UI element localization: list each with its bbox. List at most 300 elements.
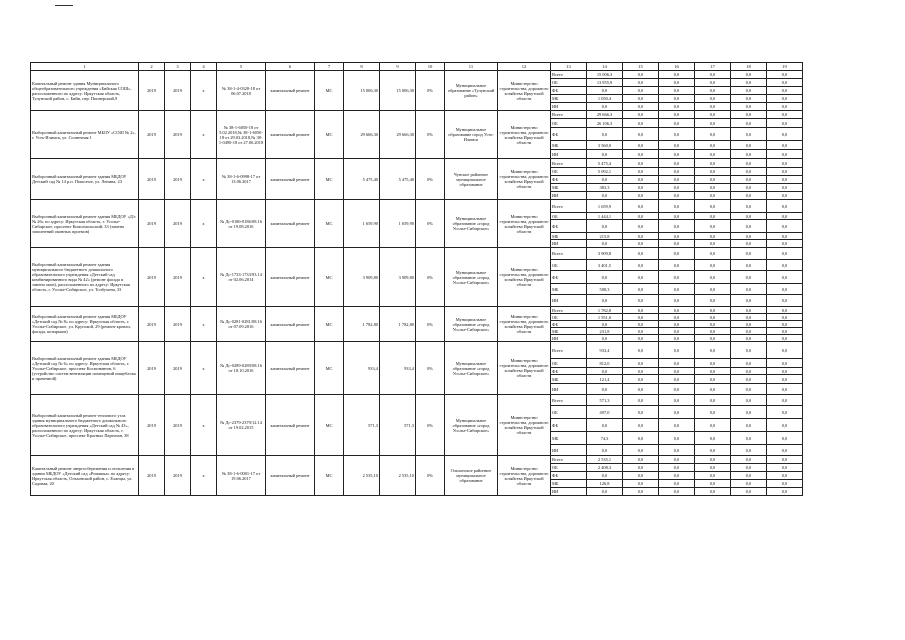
- amount-cell: 0,0: [695, 95, 731, 103]
- column-number: 5: [217, 63, 266, 71]
- ministry: Министерство строительства, дорожного хозяйства Иркутской области: [498, 200, 551, 248]
- amount-cell: 0,0: [695, 472, 731, 480]
- amount-cell: 0,0: [659, 111, 695, 119]
- amount-cell: 0,0: [623, 284, 659, 295]
- fund-source-label: МБ: [551, 233, 587, 240]
- column-number-row: [31, 63, 803, 71]
- amount-cell: 0,0: [767, 240, 803, 248]
- amount-cell: 0,0: [623, 295, 659, 307]
- work-type: капитальный ремонт: [266, 248, 315, 307]
- amount-cell: 0,0: [623, 456, 659, 464]
- fund-source-label: Всего: [551, 248, 587, 260]
- amount-cell: 0,0: [695, 79, 731, 87]
- amount-cell: 0,0: [731, 488, 767, 496]
- amount-cell: 0,0: [623, 432, 659, 445]
- amount-cell: 0,0: [623, 87, 659, 95]
- amount-cell: 0,0: [587, 103, 623, 111]
- amount-cell: 0,0: [695, 368, 731, 375]
- column-number: 8: [344, 63, 380, 71]
- readiness-percent: 0%: [416, 200, 445, 248]
- amount-cell: 0,0: [659, 200, 695, 213]
- amount-cell: 0,0: [695, 307, 731, 314]
- amount-cell: 933,4: [587, 342, 623, 359]
- amount-cell: 0,0: [767, 464, 803, 472]
- end-year: 2019: [165, 200, 191, 248]
- fund-source-label: ФБ: [551, 472, 587, 480]
- end-year: 2019: [165, 248, 191, 307]
- estimated-cost: 933,4: [344, 342, 380, 395]
- amount-cell: 0,0: [623, 240, 659, 248]
- project-name: Выборочный капитальный ремонт теплового узла здания муниципального бюджетного дошкольного образовательного учреждения «Детский сад № 43», расположенного по адресу: Иркутская область, г. Усолье-Сибирское, проспект Красных Партизан, 38: [31, 395, 139, 456]
- amount-cell: 0,0: [695, 111, 731, 119]
- amount-cell: 0,0: [767, 307, 803, 314]
- amount-cell: 0,0: [767, 87, 803, 95]
- amount-cell: 0,0: [767, 384, 803, 395]
- amount-cell: 0,0: [731, 395, 767, 406]
- start-year: 2019: [139, 307, 165, 342]
- amount-cell: 0,0: [731, 87, 767, 95]
- table-row: [31, 71, 803, 79]
- column-number: 13: [551, 63, 587, 71]
- amount-cell: 0,0: [659, 368, 695, 375]
- amount-cell: 0,0: [623, 395, 659, 406]
- project-name: Выборочный капитальный ремонт здания МБДОУ «Детский сад № 8» по адресу: Иркутская область, г. Усолье-Сибирское, ул. Крупской, 29 (ремонт кровли, фасада, козырьков): [31, 307, 139, 342]
- amount-cell: 0,0: [587, 419, 623, 432]
- amount-cell: 3 401,5: [587, 260, 623, 271]
- amount-cell: 0,0: [731, 480, 767, 488]
- amount-cell: 0,0: [623, 342, 659, 359]
- amount-cell: 0,0: [659, 128, 695, 141]
- ministry: Министерство строительства, дорожного хозяйства Иркутской области: [498, 159, 551, 200]
- amount-cell: 0,0: [623, 464, 659, 472]
- column-number: 3: [165, 63, 191, 71]
- amount-cell: 0,0: [767, 295, 803, 307]
- fund-source-label: ИИ: [551, 384, 587, 395]
- fund-source-label: ФБ: [551, 368, 587, 375]
- amount-cell: 0,0: [659, 176, 695, 184]
- amount-cell: 26 106,3: [587, 119, 623, 128]
- amount-cell: 0,0: [767, 159, 803, 168]
- fund-source-label: ОБ: [551, 359, 587, 368]
- fund-source-label: ИИ: [551, 150, 587, 159]
- amount-cell: 0,0: [659, 395, 695, 406]
- amount-cell: 0,0: [731, 432, 767, 445]
- amount-cell: 0,0: [623, 271, 659, 284]
- amount-cell: 0,0: [695, 328, 731, 335]
- end-year: 2019: [165, 307, 191, 342]
- fund-source-label: ИИ: [551, 192, 587, 200]
- ministry: Министерство строительства, дорожного хозяйства Иркутской области: [498, 395, 551, 456]
- amount-cell: 0,0: [731, 271, 767, 284]
- amount-cell: 0,0: [587, 192, 623, 200]
- amount-cell: 0,0: [695, 103, 731, 111]
- amount-cell: 0,0: [659, 220, 695, 233]
- amount-cell: 0,0: [731, 95, 767, 103]
- unit: МС: [315, 248, 344, 307]
- amount-cell: 0,0: [767, 184, 803, 192]
- amount-cell: 0,0: [659, 359, 695, 368]
- fund-source-label: ФБ: [551, 128, 587, 141]
- amount-cell: 0,0: [659, 184, 695, 192]
- amount-cell: 0,0: [731, 192, 767, 200]
- amount-cell: 0,0: [695, 464, 731, 472]
- project-name: Выборочный капитальный ремонт здания МБДОУ «Детский сад № 6» по адресу: Иркутская область, г. Усолье-Сибирское, проспект Космонавтов, 6 (устройство систем вентиляции помещений пищеблока и прачечной): [31, 342, 139, 395]
- amount-cell: 0,0: [587, 472, 623, 480]
- readiness-percent: 0%: [416, 111, 445, 159]
- amount-cell: 3 909,8: [587, 248, 623, 260]
- amount-cell: 0,0: [695, 321, 731, 328]
- total-cost: 15 006,30: [380, 71, 416, 111]
- amount-cell: 0,0: [767, 472, 803, 480]
- page-top-mark: [0, 2, 905, 10]
- amount-cell: 0,0: [731, 445, 767, 456]
- amount-cell: 1 782,8: [587, 307, 623, 314]
- amount-cell: 0,0: [731, 307, 767, 314]
- column-number: 14: [587, 63, 623, 71]
- fund-source-label: ИИ: [551, 295, 587, 307]
- amount-cell: 0,0: [767, 328, 803, 335]
- amount-cell: 0,0: [731, 406, 767, 419]
- expertise-doc: № 38-1-6-0001-17 от 19.06.2017: [217, 456, 266, 496]
- amount-cell: 0,0: [695, 233, 731, 240]
- expertise-doc: № Дс-0289-0289/08.16 от 18.10.2016: [217, 342, 266, 395]
- unit: МС: [315, 342, 344, 395]
- amount-cell: 0,0: [623, 220, 659, 233]
- municipality: Муниципальное образование «Тулунский район»: [445, 71, 498, 111]
- amount-cell: 0,0: [767, 119, 803, 128]
- amount-cell: 0,0: [623, 150, 659, 159]
- amount-cell: 0,0: [659, 456, 695, 464]
- fund-source-label: ФБ: [551, 419, 587, 432]
- amount-cell: 0,0: [623, 95, 659, 103]
- amount-cell: 0,0: [731, 284, 767, 295]
- amount-cell: 0,0: [767, 395, 803, 406]
- amount-cell: 0,0: [659, 472, 695, 480]
- table-row: [31, 111, 803, 119]
- end-year: 2019: [165, 159, 191, 200]
- cell-x: х: [191, 71, 217, 111]
- cell-x: х: [191, 111, 217, 159]
- amount-cell: 1 659,9: [587, 200, 623, 213]
- unit: МС: [315, 200, 344, 248]
- amount-cell: 0,0: [695, 359, 731, 368]
- table-row: [31, 248, 803, 260]
- amount-cell: 0,0: [623, 260, 659, 271]
- amount-cell: 215,8: [587, 233, 623, 240]
- fund-source-label: ОБ: [551, 260, 587, 271]
- expertise-doc: № Дс-0281-0281/08.16 от 07.09.2016: [217, 307, 266, 342]
- amount-cell: 0,0: [695, 184, 731, 192]
- amount-cell: 0,0: [659, 464, 695, 472]
- fund-source-label: ИИ: [551, 335, 587, 342]
- end-year: 2019: [165, 71, 191, 111]
- amount-cell: 0,0: [659, 342, 695, 359]
- total-cost: 29 666,30: [380, 111, 416, 159]
- fund-source-label: ОБ: [551, 119, 587, 128]
- amount-cell: 0,0: [659, 240, 695, 248]
- amount-cell: 1 444,1: [587, 213, 623, 220]
- fund-source-label: МБ: [551, 432, 587, 445]
- amount-cell: 0,0: [623, 480, 659, 488]
- amount-cell: 0,0: [587, 295, 623, 307]
- amount-cell: 0,0: [731, 150, 767, 159]
- estimated-cost: 571,3: [344, 395, 380, 456]
- amount-cell: 0,0: [623, 233, 659, 240]
- fund-source-label: ОБ: [551, 213, 587, 220]
- fund-source-label: Всего: [551, 456, 587, 464]
- estimated-cost: 29 666,30: [344, 111, 380, 159]
- amount-cell: 0,0: [659, 119, 695, 128]
- amount-cell: 0,0: [623, 445, 659, 456]
- cell-x: х: [191, 159, 217, 200]
- amount-cell: 0,0: [695, 406, 731, 419]
- amount-cell: 0,0: [695, 248, 731, 260]
- amount-cell: 0,0: [731, 384, 767, 395]
- amount-cell: 0,0: [587, 240, 623, 248]
- amount-cell: 0,0: [587, 488, 623, 496]
- amount-cell: 0,0: [731, 176, 767, 184]
- amount-cell: 0,0: [695, 240, 731, 248]
- amount-cell: 0,0: [659, 284, 695, 295]
- expertise-doc: № Дс-1733-1733/93.14 от 02.06.2014: [217, 248, 266, 307]
- amount-cell: 0,0: [623, 159, 659, 168]
- municipality: Муниципальное образование «город Усолье-Сибирское»: [445, 248, 498, 307]
- amount-cell: 0,0: [695, 87, 731, 95]
- amount-cell: 0,0: [695, 284, 731, 295]
- start-year: 2019: [139, 342, 165, 395]
- amount-cell: 0,0: [767, 456, 803, 464]
- amount-cell: 13 955,9: [587, 79, 623, 87]
- amount-cell: 0,0: [695, 335, 731, 342]
- amount-cell: 0,0: [731, 200, 767, 213]
- amount-cell: 0,0: [767, 260, 803, 271]
- amount-cell: 0,0: [695, 342, 731, 359]
- fund-source-label: ИИ: [551, 445, 587, 456]
- amount-cell: 0,0: [659, 295, 695, 307]
- amount-cell: 0,0: [695, 456, 731, 464]
- amount-cell: 0,0: [623, 200, 659, 213]
- amount-cell: 0,0: [587, 87, 623, 95]
- fund-source-label: МБ: [551, 375, 587, 384]
- column-number: 19: [767, 63, 803, 71]
- amount-cell: 0,0: [767, 359, 803, 368]
- amount-cell: 383,3: [587, 184, 623, 192]
- amount-cell: 1 551,0: [587, 314, 623, 321]
- amount-cell: 0,0: [731, 168, 767, 176]
- amount-cell: 0,0: [731, 472, 767, 480]
- unit: МС: [315, 307, 344, 342]
- amount-cell: 0,0: [767, 432, 803, 445]
- amount-cell: 0,0: [587, 384, 623, 395]
- amount-cell: 0,0: [731, 248, 767, 260]
- amount-cell: 0,0: [731, 464, 767, 472]
- start-year: 2019: [139, 456, 165, 496]
- fund-source-label: ФБ: [551, 271, 587, 284]
- amount-cell: 0,0: [731, 240, 767, 248]
- amount-cell: 0,0: [659, 103, 695, 111]
- unit: МС: [315, 111, 344, 159]
- column-number: 18: [731, 63, 767, 71]
- amount-cell: 0,0: [587, 335, 623, 342]
- amount-cell: 0,0: [731, 375, 767, 384]
- amount-cell: 0,0: [767, 248, 803, 260]
- amount-cell: 0,0: [623, 328, 659, 335]
- readiness-percent: 0%: [416, 342, 445, 395]
- amount-cell: 0,0: [623, 384, 659, 395]
- table-row: [31, 159, 803, 168]
- column-number: 1: [31, 63, 139, 71]
- start-year: 2019: [139, 200, 165, 248]
- amount-cell: 0,0: [695, 220, 731, 233]
- amount-cell: 0,0: [623, 213, 659, 220]
- amount-cell: 0,0: [731, 159, 767, 168]
- total-cost: 1 782,80: [380, 307, 416, 342]
- work-type: капитальный ремонт: [266, 200, 315, 248]
- expertise-doc: № Дс-0186-0186/08.16 от 19.08.2016: [217, 200, 266, 248]
- cell-x: х: [191, 395, 217, 456]
- amount-cell: 0,0: [767, 314, 803, 321]
- amount-cell: 0,0: [767, 103, 803, 111]
- amount-cell: 0,0: [623, 359, 659, 368]
- end-year: 2019: [165, 456, 191, 496]
- fund-source-label: ФБ: [551, 176, 587, 184]
- amount-cell: 0,0: [659, 260, 695, 271]
- amount-cell: 0,0: [731, 233, 767, 240]
- table-row: [31, 200, 803, 213]
- column-number: 4: [191, 63, 217, 71]
- amount-cell: 0,0: [767, 168, 803, 176]
- amount-cell: 0,0: [731, 79, 767, 87]
- estimated-cost: 2 535,10: [344, 456, 380, 496]
- fund-source-label: ИИ: [551, 488, 587, 496]
- amount-cell: 0,0: [695, 119, 731, 128]
- amount-cell: 0,0: [695, 159, 731, 168]
- amount-cell: 0,0: [695, 432, 731, 445]
- end-year: 2019: [165, 111, 191, 159]
- amount-cell: 0,0: [659, 168, 695, 176]
- amount-cell: 0,0: [659, 307, 695, 314]
- municipality: Муниципальное образование «город Усолье-Сибирское»: [445, 342, 498, 395]
- amount-cell: 0,0: [731, 321, 767, 328]
- table-row: [31, 307, 803, 314]
- amount-cell: 0,0: [767, 150, 803, 159]
- ministry: Министерство строительства, дорожного хозяйства Иркутской области: [498, 71, 551, 111]
- amount-cell: 1 050,4: [587, 95, 623, 103]
- amount-cell: 0,0: [695, 150, 731, 159]
- amount-cell: 0,0: [695, 168, 731, 176]
- amount-cell: 0,0: [587, 271, 623, 284]
- dash-mark: [55, 5, 73, 6]
- cell-x: х: [191, 248, 217, 307]
- amount-cell: 0,0: [695, 314, 731, 321]
- amount-cell: 0,0: [623, 184, 659, 192]
- amount-cell: 0,0: [623, 128, 659, 141]
- amount-cell: 0,0: [695, 200, 731, 213]
- amount-cell: 29 666,3: [587, 111, 623, 119]
- work-type: капитальный ремонт: [266, 395, 315, 456]
- amount-cell: 0,0: [587, 128, 623, 141]
- amount-cell: 0,0: [767, 321, 803, 328]
- amount-cell: 0,0: [767, 176, 803, 184]
- amount-cell: 0,0: [659, 71, 695, 79]
- municipality: Муниципальное образование «город Усолье-Сибирское»: [445, 307, 498, 342]
- amount-cell: 0,0: [731, 342, 767, 359]
- amount-cell: 0,0: [731, 368, 767, 375]
- end-year: 2019: [165, 342, 191, 395]
- amount-cell: 0,0: [623, 314, 659, 321]
- amount-cell: 508,3: [587, 284, 623, 295]
- total-cost: 2 535,10: [380, 456, 416, 496]
- amount-cell: 0,0: [623, 71, 659, 79]
- municipality: Муниципальное образование город Усть-Илимск: [445, 111, 498, 159]
- fund-source-label: ФБ: [551, 220, 587, 233]
- amount-cell: 0,0: [695, 176, 731, 184]
- amount-cell: 0,0: [659, 248, 695, 260]
- start-year: 2019: [139, 395, 165, 456]
- estimated-cost: 1 782,80: [344, 307, 380, 342]
- capital-repair-table: [30, 62, 803, 496]
- amount-cell: 0,0: [767, 375, 803, 384]
- amount-cell: 0,0: [695, 295, 731, 307]
- amount-cell: 0,0: [731, 335, 767, 342]
- cell-x: х: [191, 200, 217, 248]
- amount-cell: 0,0: [587, 220, 623, 233]
- amount-cell: 0,0: [767, 192, 803, 200]
- amount-cell: 0,0: [767, 271, 803, 284]
- amount-cell: 0,0: [767, 71, 803, 79]
- amount-cell: 0,0: [767, 200, 803, 213]
- fund-source-label: МБ: [551, 184, 587, 192]
- total-cost: 3 909,80: [380, 248, 416, 307]
- ministry: Министерство строительства, дорожного хозяйства Иркутской области: [498, 456, 551, 496]
- amount-cell: 0,0: [623, 472, 659, 480]
- amount-cell: 0,0: [623, 103, 659, 111]
- amount-cell: 0,0: [623, 375, 659, 384]
- amount-cell: 126,8: [587, 480, 623, 488]
- amount-cell: 0,0: [767, 335, 803, 342]
- readiness-percent: 0%: [416, 395, 445, 456]
- work-type: капитальный ремонт: [266, 111, 315, 159]
- fund-source-label: Всего: [551, 71, 587, 79]
- unit: МС: [315, 395, 344, 456]
- work-type: капитальный ремонт: [266, 342, 315, 395]
- amount-cell: 0,0: [623, 419, 659, 432]
- amount-cell: 2 535,1: [587, 456, 623, 464]
- amount-cell: 0,0: [731, 456, 767, 464]
- amount-cell: 0,0: [767, 488, 803, 496]
- readiness-percent: 0%: [416, 159, 445, 200]
- amount-cell: 74,3: [587, 432, 623, 445]
- amount-cell: 0,0: [623, 321, 659, 328]
- start-year: 2019: [139, 159, 165, 200]
- amount-cell: 0,0: [659, 314, 695, 321]
- fund-source-label: МБ: [551, 328, 587, 335]
- amount-cell: 0,0: [659, 419, 695, 432]
- start-year: 2019: [139, 71, 165, 111]
- amount-cell: 0,0: [731, 141, 767, 150]
- amount-cell: 2 408,3: [587, 464, 623, 472]
- column-number: 7: [315, 63, 344, 71]
- amount-cell: 0,0: [623, 176, 659, 184]
- amount-cell: 0,0: [659, 445, 695, 456]
- amount-cell: 0,0: [731, 295, 767, 307]
- amount-cell: 121,4: [587, 375, 623, 384]
- amount-cell: 0,0: [659, 271, 695, 284]
- municipality: Муниципальное образование «город Усолье-Сибирское»: [445, 395, 498, 456]
- estimated-cost: 3 909,80: [344, 248, 380, 307]
- expertise-doc: № 38-1-4-0320-18 от 06.07.2018: [217, 71, 266, 111]
- amount-cell: 0,0: [731, 128, 767, 141]
